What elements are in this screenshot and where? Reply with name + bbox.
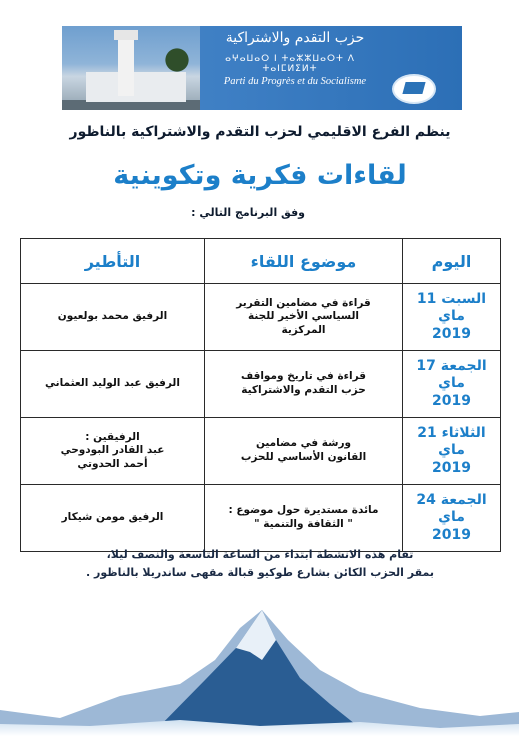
table-header-row xyxy=(21,239,501,284)
photo-tower-top xyxy=(114,30,138,40)
header-day: اليوم xyxy=(403,239,501,284)
day-cell: الجمعة 24 ماي 2019 xyxy=(403,485,501,552)
footer-time-line: تقام هذه الانشطة ابتداء من الساعة التاسعة والنصف ليلا، xyxy=(106,548,414,561)
banner-tifinagh-title: ⴰⵖⴰⵡⴰⵔ ⵏ ⵜⴰⵣⵣⵡⴰⵔⵜ ⴷ ⵜⴰⵏⵎⵍⵉⵍⵜ xyxy=(225,54,355,74)
program-subtitle: وفق البرنامج التالي : xyxy=(191,206,305,219)
organizer-line: ينظم الفرع الاقليمي لحزب التقدم والاشتراكية بالناظور xyxy=(69,124,451,140)
topic-cell: ورشة في مضامين القانون الأساسي للحزب xyxy=(205,418,403,485)
banner-french-title: Parti du Progrès et du Socialisme xyxy=(223,76,367,87)
footer-location-line: بمقر الحزب الكائن بشارع طوكيو قبالة مقهى ساندريلا بالناظور . xyxy=(85,566,435,579)
photo-tower xyxy=(118,36,134,96)
header-host: التأطير xyxy=(21,239,205,284)
day-cell: السبت 11 ماي 2019 xyxy=(403,284,501,351)
topic-cell: قراءة في مضامين التقرير السياسي الأخير للجنة المركزية xyxy=(205,284,403,351)
table-row xyxy=(21,485,501,552)
table-row xyxy=(21,284,501,351)
photo-palm xyxy=(162,44,192,84)
topic-cell: مائدة مستديرة حول موضوع : " الثقافة والتنمية " xyxy=(205,485,403,552)
program-table xyxy=(20,238,501,552)
host-cell: الرفيق محمد بولعيون xyxy=(21,284,205,351)
day-cell: الثلاثاء 21 ماي 2019 xyxy=(403,418,501,485)
party-logo-icon xyxy=(392,74,436,104)
banner-arabic-title: حزب التقدم والاشتراكية xyxy=(225,30,365,46)
page-title: لقاءات فكرية وتكوينية xyxy=(113,160,407,191)
table-row xyxy=(21,351,501,418)
mountain-decoration xyxy=(0,600,519,736)
host-cell: الرفيق عبد الوليد العثماني xyxy=(21,351,205,418)
table-row xyxy=(21,418,501,485)
host-cell: الرفيقين : عبد القادر البودوحي أحمد الحدوتي xyxy=(21,418,205,485)
day-cell: الجمعة 17 ماي 2019 xyxy=(403,351,501,418)
header-topic: موضوع اللقاء xyxy=(205,239,403,284)
banner-photo xyxy=(62,26,200,110)
topic-cell: قراءة في تاريخ ومواقف حزب التقدم والاشتراكية xyxy=(205,351,403,418)
host-cell: الرفيق مومن شيكار xyxy=(21,485,205,552)
logo-book xyxy=(402,82,425,94)
